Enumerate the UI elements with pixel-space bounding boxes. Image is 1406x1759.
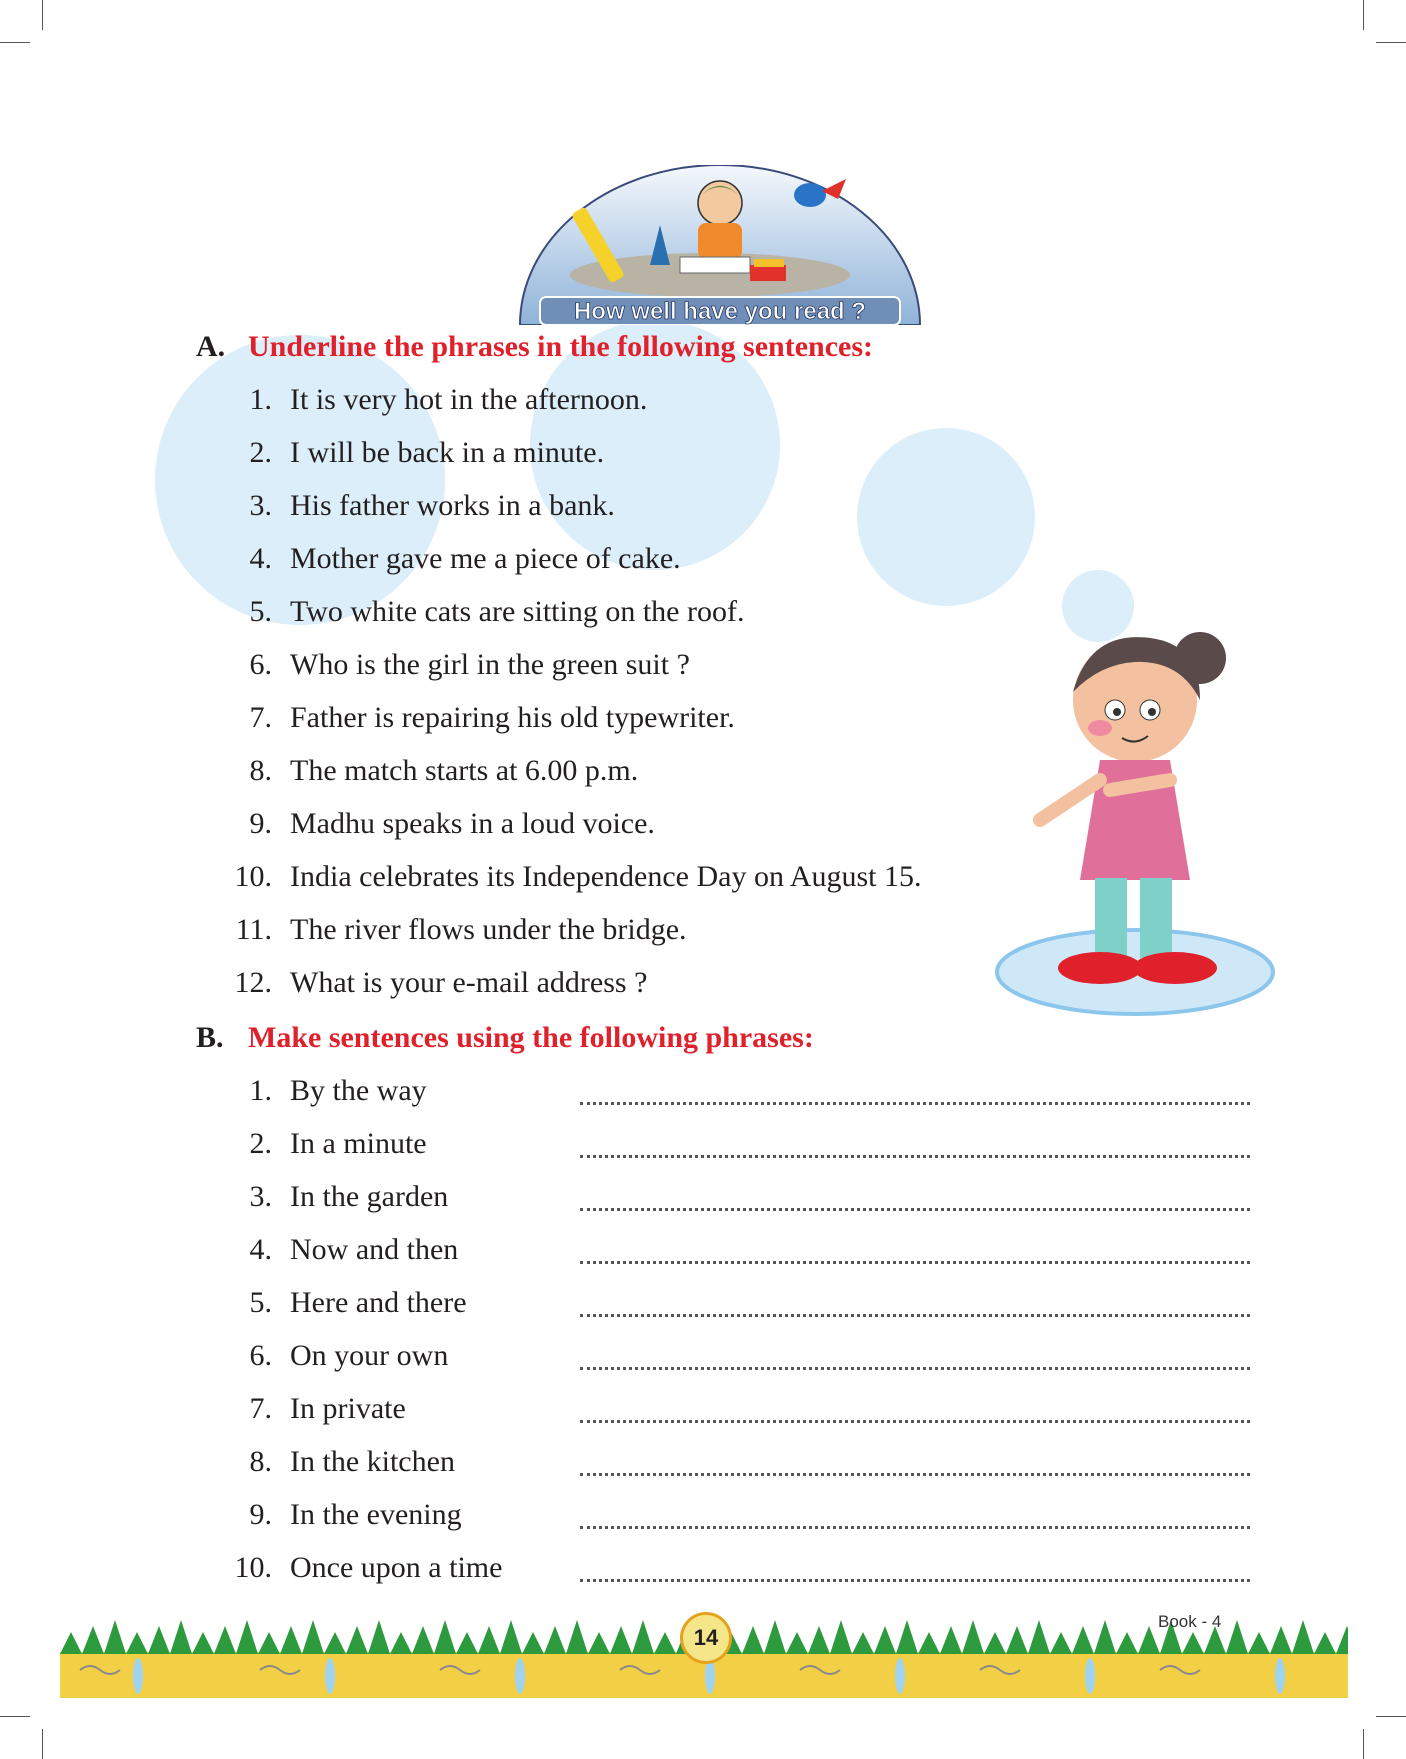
crop-mark — [1363, 1729, 1364, 1759]
tree-shape — [104, 1620, 126, 1654]
tree-shape — [830, 1620, 852, 1654]
list-item — [218, 1286, 467, 1320]
tree-shape — [434, 1620, 456, 1654]
tree-shape — [522, 1632, 544, 1654]
list-item — [218, 1498, 462, 1532]
item-text: In a minute — [290, 1127, 427, 1160]
answer-line[interactable] — [580, 1465, 1250, 1476]
item-text: What is your e-mail address ? — [290, 966, 648, 999]
item-number: 6. — [249, 1339, 272, 1372]
item-text: Two white cats are sitting on the roof. — [290, 595, 745, 628]
page-number: 14 — [680, 1612, 732, 1664]
tree-shape — [764, 1620, 786, 1654]
tree-shape — [478, 1626, 500, 1654]
tree-shape — [170, 1620, 192, 1654]
item-text: The match starts at 6.00 p.m. — [290, 754, 639, 787]
list-item — [218, 383, 647, 417]
list-item — [218, 648, 690, 682]
tree-shape — [1072, 1626, 1094, 1654]
list-item — [218, 1074, 427, 1108]
crop-mark — [0, 42, 30, 43]
crop-mark — [42, 0, 43, 30]
tree-shape — [302, 1620, 324, 1654]
item-text: Mother gave me a piece of cake. — [290, 542, 681, 575]
item-text: I will be back in a minute. — [290, 436, 605, 469]
answer-line[interactable] — [580, 1147, 1250, 1158]
item-text: Once upon a time — [290, 1551, 503, 1584]
item-number: 11. — [235, 913, 272, 946]
list-item — [218, 436, 604, 470]
tree-shape — [1292, 1620, 1314, 1654]
answer-line[interactable] — [580, 1200, 1250, 1211]
list-item — [218, 807, 655, 841]
tree-shape — [1116, 1632, 1138, 1654]
item-number: 8. — [249, 1445, 272, 1478]
list-item — [218, 1392, 406, 1426]
item-text: In the garden — [290, 1180, 449, 1213]
tree-shape — [874, 1626, 896, 1654]
item-number: 7. — [249, 701, 272, 734]
list-item — [218, 542, 681, 576]
answer-line[interactable] — [580, 1359, 1250, 1370]
background-bubble — [857, 428, 1035, 606]
section-a-heading — [196, 330, 873, 364]
tree-shape — [940, 1626, 962, 1654]
item-number: 5. — [249, 595, 272, 628]
item-number: 6. — [249, 648, 272, 681]
tree-shape — [654, 1632, 676, 1654]
item-number: 3. — [249, 1180, 272, 1213]
tree-shape — [60, 1632, 82, 1654]
item-number: 10. — [234, 1551, 272, 1584]
list-item — [218, 595, 744, 629]
list-item — [218, 1551, 502, 1585]
tree-shape — [280, 1626, 302, 1654]
item-number: 9. — [249, 807, 272, 840]
item-text: By the way — [290, 1074, 427, 1107]
tree-shape — [82, 1626, 104, 1654]
list-item — [218, 1233, 458, 1267]
answer-line[interactable] — [580, 1571, 1250, 1582]
item-text: His father works in a bank. — [290, 489, 615, 522]
item-number: 8. — [249, 754, 272, 787]
tree-shape — [148, 1626, 170, 1654]
item-text: Who is the girl in the green suit ? — [290, 648, 690, 681]
answer-line[interactable] — [580, 1518, 1250, 1529]
item-text: It is very hot in the afternoon. — [290, 383, 648, 416]
answer-line[interactable] — [580, 1253, 1250, 1264]
item-text: The river flows under the bridge. — [290, 913, 687, 946]
item-text: Here and there — [290, 1286, 467, 1319]
item-text: Father is repairing his old typewriter. — [290, 701, 735, 734]
tree-shape — [852, 1632, 874, 1654]
list-item — [218, 1180, 448, 1214]
tree-shape — [1138, 1626, 1160, 1654]
crop-mark — [1376, 1716, 1406, 1717]
crop-mark — [1363, 0, 1364, 30]
list-item — [218, 966, 647, 1000]
tree-shape — [258, 1632, 280, 1654]
tree-shape — [236, 1620, 258, 1654]
tree-shape — [390, 1632, 412, 1654]
item-number: 7. — [249, 1392, 272, 1425]
tree-shape — [346, 1626, 368, 1654]
tree-shape — [324, 1632, 346, 1654]
tree-shape — [544, 1626, 566, 1654]
tree-shape — [566, 1620, 588, 1654]
item-number: 10. — [234, 860, 272, 893]
tree-shape — [368, 1620, 390, 1654]
tree-shape — [126, 1632, 148, 1654]
tree-shape — [500, 1620, 522, 1654]
book-label: Book - 4 — [1158, 1612, 1222, 1631]
answer-line[interactable] — [580, 1094, 1250, 1105]
tree-shape — [456, 1632, 478, 1654]
tree-shape — [1248, 1632, 1270, 1654]
list-item — [218, 754, 638, 788]
list-item — [218, 1445, 455, 1479]
tree-shape — [632, 1620, 654, 1654]
crop-mark — [1376, 42, 1406, 43]
tree-shape — [610, 1626, 632, 1654]
tree-shape — [1050, 1632, 1072, 1654]
item-text: Now and then — [290, 1233, 459, 1266]
tree-shape — [1270, 1626, 1292, 1654]
tree-shape — [786, 1632, 808, 1654]
section-letter: B. — [196, 1021, 224, 1054]
answer-line[interactable] — [580, 1412, 1250, 1423]
item-text: In the evening — [290, 1498, 462, 1531]
item-text: India celebrates its Independence Day on August 15. — [290, 860, 922, 893]
section-letter: A. — [196, 330, 226, 363]
tree-shape — [1028, 1620, 1050, 1654]
tree-shape — [1226, 1620, 1248, 1654]
crop-mark — [0, 1716, 30, 1717]
girl-illustration — [990, 620, 1280, 1020]
tree-shape — [1182, 1632, 1204, 1654]
tree-shape — [192, 1632, 214, 1654]
list-item — [218, 913, 687, 947]
background-bubble — [155, 335, 445, 625]
item-number: 12. — [234, 966, 272, 999]
crop-mark — [42, 1729, 43, 1759]
tree-shape — [412, 1626, 434, 1654]
tree-shape — [1094, 1620, 1116, 1654]
list-item — [218, 1339, 448, 1373]
item-number: 1. — [249, 383, 272, 416]
section-title: Make sentences using the following phrases: — [248, 1021, 814, 1054]
item-number: 4. — [249, 1233, 272, 1266]
item-number: 5. — [249, 1286, 272, 1319]
item-number: 4. — [249, 542, 272, 575]
list-item — [218, 1127, 427, 1161]
item-number: 1. — [249, 1074, 272, 1107]
header-banner-text: How well have you read ? — [573, 298, 867, 325]
list-item — [218, 860, 921, 894]
tree-shape — [1314, 1632, 1336, 1654]
item-number: 2. — [249, 1127, 272, 1160]
item-number: 3. — [249, 489, 272, 522]
item-number: 2. — [249, 436, 272, 469]
header-illustration — [510, 165, 930, 325]
tree-shape — [962, 1620, 984, 1654]
tree-shape — [1336, 1626, 1348, 1654]
item-text: In the kitchen — [290, 1445, 455, 1478]
tree-shape — [918, 1632, 940, 1654]
item-text: In private — [290, 1392, 406, 1425]
answer-line[interactable] — [580, 1306, 1250, 1317]
tree-shape — [896, 1620, 918, 1654]
section-title: Underline the phrases in the following sentences: — [248, 330, 873, 363]
tree-shape — [588, 1632, 610, 1654]
section-b-heading — [196, 1021, 814, 1055]
list-item — [218, 701, 735, 735]
item-number: 9. — [249, 1498, 272, 1531]
tree-shape — [1006, 1626, 1028, 1654]
item-text: On your own — [290, 1339, 449, 1372]
tree-shape — [984, 1632, 1006, 1654]
item-text: Madhu speaks in a loud voice. — [290, 807, 655, 840]
list-item — [218, 489, 615, 523]
tree-shape — [742, 1626, 764, 1654]
tree-shape — [808, 1626, 830, 1654]
tree-shape — [214, 1626, 236, 1654]
